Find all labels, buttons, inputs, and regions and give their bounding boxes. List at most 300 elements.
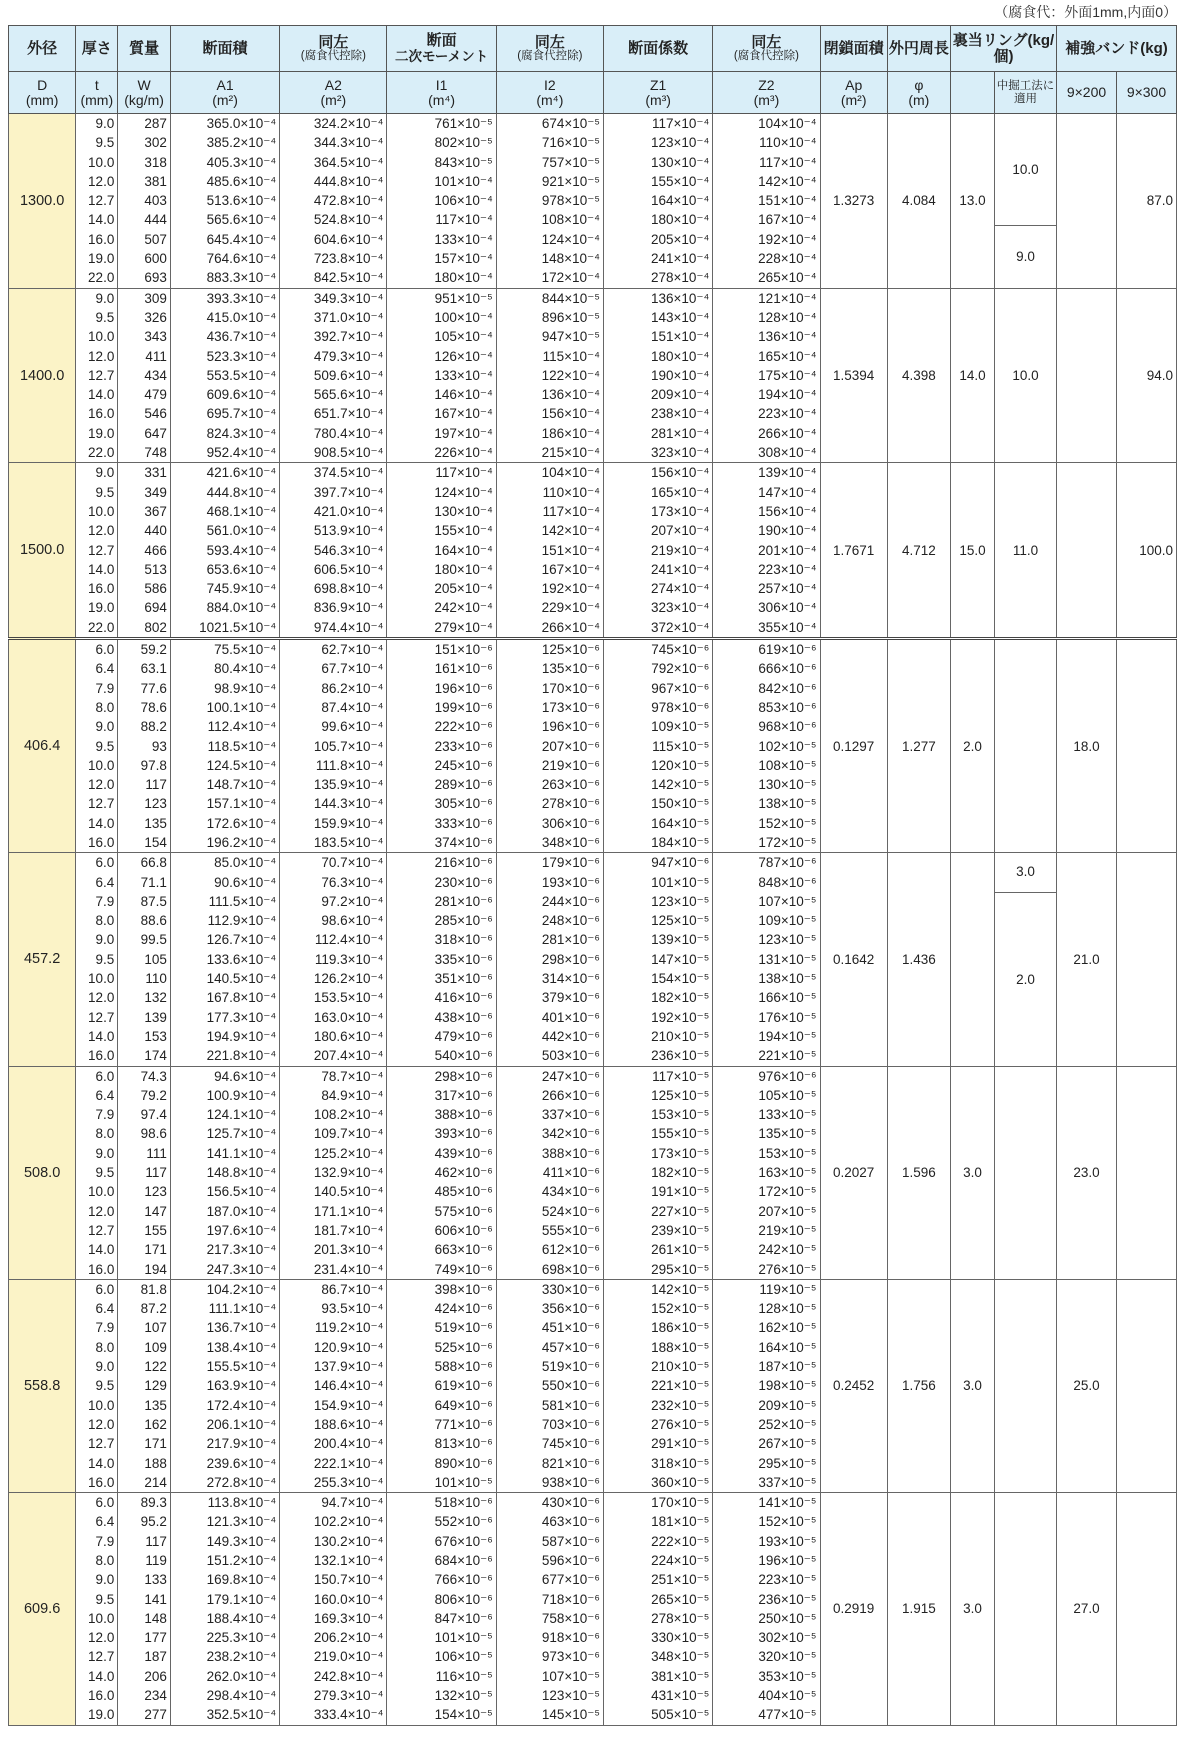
- area-a2-value: 231.4×10⁻⁴: [313, 1261, 384, 1277]
- backing-ring-sub-cell: [995, 853, 1057, 1066]
- moment-i1-value: 540×10⁻⁶: [434, 1048, 493, 1064]
- moment-i2-value: 973×10⁻⁶: [541, 1649, 600, 1665]
- modulus-z2-value: 193×10⁻⁵: [758, 1533, 817, 1549]
- area-a1-value: 695.7×10⁻⁴: [206, 406, 277, 422]
- modulus-z2-value: 976×10⁻⁶: [758, 1068, 817, 1084]
- mass-value: 171: [144, 1242, 167, 1258]
- modulus-z2-value: 121×10⁻⁴: [758, 290, 817, 306]
- thickness-value: 9.0: [95, 465, 115, 481]
- moment-i2-value: 108×10⁻⁴: [541, 212, 600, 228]
- moment-i2-value: 947×10⁻⁵: [541, 329, 600, 345]
- mass-value: 174: [144, 1048, 167, 1064]
- area-a2-value: 169.3×10⁻⁴: [313, 1610, 384, 1626]
- corrosion-note: （腐食代：外面1mm,内面0）: [994, 4, 1177, 20]
- moment-i1-value: 333×10⁻⁶: [434, 815, 493, 831]
- modulus-z2-value: 164×10⁻⁵: [758, 1339, 817, 1355]
- moment-i2-value: 247×10⁻⁶: [541, 1068, 600, 1084]
- moment-i2-value: 229×10⁻⁴: [541, 600, 600, 616]
- band-9x300-cell: 94.0: [1116, 288, 1176, 463]
- area-a2-value: 479.3×10⁻⁴: [313, 348, 384, 364]
- circumference-cell: 1.436: [887, 853, 950, 1066]
- moment-i1-value: 298×10⁻⁶: [434, 1068, 493, 1084]
- modulus-z1-value: 123×10⁻⁵: [651, 893, 710, 909]
- backing-ring-sub-cell: 10.0: [995, 288, 1057, 463]
- moment-i2-value: 442×10⁻⁶: [541, 1028, 600, 1044]
- area-a1-value: 352.5×10⁻⁴: [206, 1707, 277, 1723]
- band-9x200-cell: 23.0: [1057, 1066, 1117, 1279]
- moment-i2-value: 401×10⁻⁶: [541, 1009, 600, 1025]
- moment-i1-value: 126×10⁻⁴: [434, 348, 493, 364]
- thickness-value: 12.7: [88, 796, 115, 812]
- modulus-z2-value: 130×10⁻⁵: [758, 777, 817, 793]
- moment-i1-value: 351×10⁻⁶: [434, 971, 493, 987]
- area-a2-value: 159.9×10⁻⁴: [313, 815, 384, 831]
- thickness-value: 7.9: [95, 1320, 115, 1336]
- modulus-z2-value: 276×10⁻⁵: [758, 1261, 817, 1277]
- area-a2-value: 374.5×10⁻⁴: [313, 465, 384, 481]
- area-a2-value: 546.3×10⁻⁴: [313, 542, 384, 558]
- area-a1-value: 100.1×10⁻⁴: [206, 699, 277, 715]
- moment-i2-value: 451×10⁻⁶: [541, 1320, 600, 1336]
- moment-i2-cell: [496, 114, 603, 289]
- area-a1-value: 553.5×10⁻⁴: [206, 367, 277, 383]
- mass-value: 78.6: [140, 699, 167, 715]
- mass-value: 132: [144, 990, 167, 1006]
- symbol: A1: [216, 76, 234, 93]
- moment-i2-value: 716×10⁻⁵: [541, 135, 600, 151]
- ring-sub-header: 中掘工法に適用: [995, 72, 1057, 114]
- modulus-z1-value: 170×10⁻⁵: [651, 1495, 710, 1511]
- area-a2-value: 344.3×10⁻⁴: [313, 135, 384, 151]
- mass-value: 694: [144, 600, 167, 616]
- moment-i2-value: 844×10⁻⁵: [541, 290, 600, 306]
- area-a1-value: 609.6×10⁻⁴: [206, 387, 277, 403]
- moment-i2-value: 167×10⁻⁴: [541, 561, 600, 577]
- moment-i2-value: 896×10⁻⁵: [541, 309, 600, 325]
- closed-area-cell: 1.5394: [820, 288, 887, 463]
- modulus-z1-cell: [603, 639, 712, 853]
- area-a1-value: 124.5×10⁻⁴: [206, 757, 277, 773]
- moment-i2-value: 612×10⁻⁶: [541, 1242, 600, 1258]
- thickness-value: 9.5: [95, 135, 115, 151]
- band-9x200-cell: [1057, 288, 1117, 463]
- mass-value: 326: [144, 309, 167, 325]
- unit-cell: [603, 72, 712, 114]
- area-a2-value: 242.8×10⁻⁴: [313, 1668, 384, 1684]
- band-9x300-header: 9×300: [1116, 72, 1176, 114]
- area-a1-value: 884.0×10⁻⁴: [206, 600, 277, 616]
- area-a1-value: 365.0×10⁻⁴: [206, 116, 277, 131]
- moment-i1-cell: [387, 853, 496, 1066]
- modulus-z1-value: 239×10⁻⁵: [651, 1222, 710, 1238]
- mass-value: 187: [144, 1649, 167, 1665]
- area-a1-value: 111.1×10⁻⁴: [208, 1301, 277, 1317]
- modulus-z2-value: 110×10⁻⁴: [759, 135, 817, 151]
- thickness-value: 6.0: [95, 1068, 115, 1084]
- modulus-z1-value: 291×10⁻⁵: [651, 1436, 710, 1452]
- thickness-value: 8.0: [95, 1339, 115, 1355]
- area-a2-cell: [280, 463, 387, 639]
- thickness-value: 14.0: [88, 561, 115, 577]
- area-a2-value: 67.7×10⁻⁴: [321, 661, 384, 677]
- moment-i1-value: 416×10⁻⁶: [434, 990, 493, 1006]
- thickness-value: 12.7: [88, 1222, 115, 1238]
- mass-value: 600: [144, 251, 167, 267]
- header-circumference: 外円周長: [887, 26, 950, 72]
- modulus-z1-value: 281×10⁻⁴: [650, 425, 710, 441]
- area-a1-value: 157.1×10⁻⁴: [206, 796, 277, 812]
- backing-ring-cell: 3.0: [950, 1066, 994, 1279]
- modulus-z2-value: 172×10⁻⁵: [758, 835, 817, 850]
- area-a2-value: 87.4×10⁻⁴: [321, 699, 384, 715]
- thickness-value: 12.0: [88, 990, 115, 1006]
- modulus-z2-value: 257×10⁻⁴: [758, 581, 817, 597]
- moment-i1-value: 100×10⁻⁴: [434, 309, 493, 325]
- diameter-group-row: [9, 639, 1177, 853]
- unit-cell: [9, 72, 76, 114]
- diameter-group-row: [9, 1066, 1177, 1279]
- area-a2-value: 606.5×10⁻⁴: [313, 561, 384, 577]
- moment-i1-value: 233×10⁻⁶: [434, 738, 493, 754]
- modulus-z1-value: 180×10⁻⁴: [650, 212, 710, 228]
- unit: (m⁴): [428, 91, 456, 108]
- moment-i2-value: 125×10⁻⁶: [541, 642, 600, 658]
- mass-cell: [118, 463, 171, 639]
- unit: (m³): [753, 91, 780, 108]
- mass-value: 87.5: [140, 893, 167, 909]
- thickness-value: 10.0: [88, 329, 115, 345]
- area-a1-value: 393.3×10⁻⁴: [206, 290, 277, 306]
- closed-area-cell: 0.1642: [820, 853, 887, 1066]
- mass-value: 147: [144, 1203, 167, 1219]
- modulus-z1-value: 232×10⁻⁵: [651, 1397, 710, 1413]
- moment-i2-value: 122×10⁻⁴: [541, 367, 600, 383]
- modulus-z1-value: 372×10⁻⁴: [650, 619, 710, 635]
- thickness-value: 9.0: [95, 1572, 115, 1588]
- thickness-value: 12.0: [88, 1416, 115, 1432]
- unit: (m³): [645, 91, 671, 108]
- header-section-area-corr: [280, 26, 387, 72]
- area-a2-value: 111.8×10⁻⁴: [315, 757, 384, 773]
- area-a2-value: 135.9×10⁻⁴: [313, 777, 384, 793]
- moment-i2-value: 186×10⁻⁴: [541, 425, 600, 441]
- modulus-z2-value: 228×10⁻⁴: [758, 251, 817, 267]
- area-a1-value: 745.9×10⁻⁴: [206, 581, 277, 597]
- modulus-z2-cell: [713, 463, 820, 639]
- area-a2-cell: [280, 288, 387, 463]
- backing-ring-sub-cell: [995, 1279, 1057, 1492]
- moment-i2-value: 555×10⁻⁶: [541, 1222, 600, 1238]
- modulus-z2-value: 135×10⁻⁵: [758, 1126, 817, 1142]
- header-backing-ring: 裏当リング(kg/個): [950, 26, 1056, 72]
- modulus-z2-value: 223×10⁻⁴: [758, 406, 817, 422]
- moment-i1-value: 105×10⁻⁴: [434, 329, 493, 345]
- modulus-z1-value: 295×10⁻⁵: [651, 1261, 710, 1277]
- thickness-value: 7.9: [95, 680, 115, 696]
- moment-i2-value: 342×10⁻⁶: [541, 1126, 600, 1142]
- thickness-value: 14.0: [88, 212, 115, 228]
- modulus-z2-value: 265×10⁻⁴: [758, 270, 817, 286]
- area-a1-value: 136.7×10⁻⁴: [206, 1320, 277, 1336]
- thickness-value: 12.0: [88, 1630, 115, 1646]
- thickness-value: 16.0: [88, 406, 115, 422]
- area-a2-value: 180.6×10⁻⁴: [313, 1028, 384, 1044]
- moment-i1-value: 117×10⁻⁴: [435, 212, 493, 228]
- mass-value: 403: [144, 193, 167, 209]
- symbol: t: [94, 76, 99, 93]
- mass-value: 95.2: [140, 1514, 167, 1530]
- header-mass: 質量: [118, 26, 171, 72]
- moment-i2-value: 457×10⁻⁶: [541, 1339, 600, 1355]
- moment-i1-value: 485×10⁻⁶: [434, 1184, 493, 1200]
- area-a1-cell: [170, 1493, 279, 1726]
- unit-cell: [496, 72, 603, 114]
- area-a1-value: 485.6×10⁻⁴: [206, 173, 277, 189]
- modulus-z1-value: 947×10⁻⁶: [651, 855, 710, 871]
- thickness-value: 9.5: [95, 309, 115, 325]
- modulus-z2-value: 666×10⁻⁶: [758, 661, 817, 677]
- moment-i1-value: 196×10⁻⁶: [434, 680, 493, 696]
- area-a2-value: 222.1×10⁻⁴: [313, 1455, 384, 1471]
- area-a2-value: 132.1×10⁻⁴: [313, 1553, 384, 1568]
- moment-i1-value: 245×10⁻⁶: [434, 757, 493, 773]
- modulus-z1-value: 381×10⁻⁵: [651, 1668, 710, 1684]
- modulus-z1-value: 278×10⁻⁴: [650, 270, 710, 286]
- moment-i1-value: 197×10⁻⁴: [434, 425, 493, 441]
- thickness-value: 9.0: [95, 1145, 115, 1161]
- modulus-z2-cell: [713, 114, 820, 289]
- area-a1-value: 118.5×10⁻⁴: [207, 738, 277, 754]
- moment-i1-value: 180×10⁻⁴: [434, 270, 493, 286]
- area-a1-value: 468.1×10⁻⁴: [206, 503, 277, 519]
- thickness-value: 12.7: [88, 1436, 115, 1452]
- thickness-value: 16.0: [88, 581, 115, 597]
- unit: (m²): [320, 91, 347, 108]
- steel-pipe-spec-table: [8, 25, 1177, 1726]
- moment-i1-cell: [387, 114, 496, 289]
- modulus-z2-value: 131×10⁻⁵: [758, 951, 817, 967]
- modulus-z2-value: 207×10⁻⁵: [758, 1203, 817, 1219]
- thickness-cell: [76, 288, 118, 463]
- moment-i1-value: 199×10⁻⁶: [434, 699, 493, 715]
- modulus-z2-value: 105×10⁻⁵: [758, 1087, 817, 1103]
- thickness-value: 9.5: [95, 738, 115, 754]
- area-a2-value: 93.5×10⁻⁴: [321, 1301, 384, 1317]
- closed-area-cell: 0.2027: [820, 1066, 887, 1279]
- area-a1-value: 593.4×10⁻⁴: [206, 542, 277, 558]
- moment-i1-value: 164×10⁻⁴: [434, 542, 493, 558]
- moment-i2-value: 698×10⁻⁶: [541, 1261, 600, 1277]
- unit: (m²): [212, 91, 238, 108]
- area-a1-value: 239.6×10⁻⁴: [206, 1455, 277, 1471]
- closed-area-cell: 1.7671: [820, 463, 887, 639]
- ring-value-lower: 2.0: [1016, 971, 1035, 987]
- area-a1-value: 561.0×10⁻⁴: [206, 523, 277, 539]
- moment-i1-value: 281×10⁻⁶: [434, 893, 493, 909]
- header-section-area: 断面積: [170, 26, 279, 72]
- mass-value: 97.8: [140, 757, 167, 773]
- modulus-z2-value: 320×10⁻⁵: [758, 1649, 817, 1665]
- modulus-z2-value: 209×10⁻⁵: [758, 1397, 817, 1413]
- modulus-z2-value: 167×10⁻⁴: [758, 212, 817, 228]
- modulus-z1-value: 155×10⁻⁵: [651, 1126, 710, 1142]
- modulus-z1-value: 182×10⁻⁵: [651, 1165, 710, 1181]
- modulus-z2-cell: [713, 639, 820, 853]
- area-a2-value: 112.4×10⁻⁴: [314, 932, 384, 948]
- mass-value: 302: [144, 135, 167, 151]
- area-a2-value: 78.7×10⁻⁴: [321, 1068, 384, 1084]
- moment-i1-value: 802×10⁻⁵: [434, 135, 493, 151]
- modulus-z1-value: 205×10⁻⁴: [650, 231, 710, 247]
- area-a2-value: 119.3×10⁻⁴: [314, 951, 384, 967]
- mass-value: 748: [144, 445, 167, 461]
- table-header: [9, 26, 1177, 114]
- moment-i2-value: 193×10⁻⁶: [541, 874, 600, 890]
- area-a2-value: 98.6×10⁻⁴: [321, 913, 384, 929]
- thickness-value: 6.4: [95, 1514, 115, 1530]
- modulus-z1-value: 505×10⁻⁵: [651, 1707, 710, 1723]
- area-a1-value: 172.4×10⁻⁴: [206, 1397, 277, 1413]
- band-9x200-cell: 25.0: [1057, 1279, 1117, 1492]
- moment-i1-value: 180×10⁻⁴: [434, 561, 493, 577]
- moment-i2-value: 115×10⁻⁴: [542, 348, 600, 364]
- backing-ring-cell: 3.0: [950, 1279, 994, 1492]
- moment-i1-value: 335×10⁻⁶: [434, 951, 493, 967]
- moment-i1-value: 106×10⁻⁵: [434, 1649, 493, 1665]
- moment-i1-value: 318×10⁻⁶: [434, 932, 493, 948]
- moment-i1-value: 101×10⁻⁵: [434, 1474, 493, 1490]
- area-a2-value: 188.6×10⁻⁴: [313, 1416, 384, 1432]
- thickness-value: 9.0: [95, 116, 115, 131]
- thickness-cell: [76, 1493, 118, 1726]
- mass-value: 129: [144, 1378, 167, 1394]
- moment-i1-value: 749×10⁻⁶: [434, 1261, 493, 1277]
- area-a1-value: 133.6×10⁻⁴: [206, 951, 277, 967]
- thickness-value: 6.0: [95, 855, 115, 871]
- band-9x300-cell: [1116, 1279, 1176, 1492]
- modulus-z2-value: 619×10⁻⁶: [758, 642, 817, 658]
- ring-value-lower: 9.0: [1016, 249, 1035, 265]
- thickness-value: 9.5: [95, 1378, 115, 1394]
- moment-i2-value: 142×10⁻⁴: [541, 523, 600, 539]
- modulus-z2-value: 848×10⁻⁶: [758, 874, 817, 890]
- moment-i2-value: 219×10⁻⁶: [541, 757, 600, 773]
- mass-value: 309: [144, 290, 167, 306]
- symbol: Ap: [845, 76, 863, 93]
- mass-value: 318: [144, 154, 167, 170]
- area-a2-value: 255.3×10⁻⁴: [313, 1474, 384, 1490]
- modulus-z2-value: 139×10⁻⁴: [758, 465, 817, 481]
- modulus-z2-value: 163×10⁻⁵: [758, 1165, 817, 1181]
- area-a2-value: 86.7×10⁻⁴: [321, 1281, 384, 1297]
- mass-value: 188: [144, 1455, 167, 1471]
- area-a2-value: 509.6×10⁻⁴: [313, 367, 384, 383]
- area-a2-value: 780.4×10⁻⁴: [313, 425, 384, 441]
- moment-i1-value: 479×10⁻⁶: [434, 1028, 493, 1044]
- modulus-z1-cell: [603, 1279, 712, 1492]
- mass-value: 123: [144, 1184, 167, 1200]
- moment-i1-value: 132×10⁻⁵: [434, 1688, 493, 1704]
- symbol: I1: [435, 76, 448, 93]
- modulus-z2-value: 133×10⁻⁵: [758, 1107, 817, 1123]
- modulus-z2-value: 302×10⁻⁵: [758, 1630, 817, 1646]
- mass-value: 466: [144, 542, 167, 558]
- backing-ring-cell: 14.0: [950, 288, 994, 463]
- thickness-value: 6.0: [95, 1281, 115, 1297]
- circumference-cell: 4.398: [887, 288, 950, 463]
- modulus-z1-value: 236×10⁻⁵: [651, 1048, 710, 1064]
- moment-i2-value: 278×10⁻⁶: [541, 796, 600, 812]
- area-a2-value: 76.3×10⁻⁴: [321, 874, 384, 890]
- modulus-z2-value: 219×10⁻⁵: [758, 1222, 817, 1238]
- thickness-cell: [76, 1279, 118, 1492]
- unit: (mm): [25, 91, 59, 108]
- area-a1-value: 80.4×10⁻⁴: [214, 661, 277, 677]
- modulus-z2-value: 162×10⁻⁵: [758, 1320, 817, 1336]
- mass-value: 107: [144, 1320, 167, 1336]
- modulus-z1-value: 348×10⁻⁵: [651, 1649, 710, 1665]
- modulus-z1-value: 745×10⁻⁶: [651, 642, 710, 658]
- thickness-value: 9.0: [95, 290, 115, 306]
- area-a2-value: 200.4×10⁻⁴: [313, 1436, 384, 1452]
- modulus-z2-cell: [713, 1066, 820, 1279]
- moment-i1-value: 106×10⁻⁴: [434, 193, 493, 209]
- moment-i2-cell: [496, 1493, 603, 1726]
- band-9x300-cell: 100.0: [1116, 463, 1176, 639]
- modulus-z2-value: 306×10⁻⁴: [758, 600, 817, 616]
- outer-diameter-cell: 1400.0: [9, 288, 76, 463]
- area-a2-value: 105.7×10⁻⁴: [313, 738, 384, 754]
- area-a1-value: 167.8×10⁻⁴: [206, 990, 277, 1006]
- moment-i2-value: 596×10⁻⁶: [541, 1553, 600, 1568]
- area-a2-cell: [280, 1493, 387, 1726]
- outer-diameter-cell: 508.0: [9, 1066, 76, 1279]
- modulus-z2-value: 128×10⁻⁴: [758, 309, 817, 325]
- area-a1-value: 197.6×10⁻⁴: [206, 1222, 277, 1238]
- modulus-z1-value: 238×10⁻⁴: [650, 406, 710, 422]
- thickness-value: 14.0: [88, 1668, 115, 1684]
- unit-cell: [387, 72, 496, 114]
- modulus-z2-value: 355×10⁻⁴: [758, 619, 817, 635]
- moment-i1-cell: [387, 463, 496, 639]
- moment-i2-value: 136×10⁻⁴: [541, 387, 600, 403]
- area-a2-value: 333.4×10⁻⁴: [313, 1707, 384, 1723]
- band-9x200-cell: 27.0: [1057, 1493, 1117, 1726]
- area-a2-cell: [280, 1279, 387, 1492]
- mass-value: 117: [145, 1533, 167, 1549]
- mass-value: 546: [144, 406, 167, 422]
- area-a2-value: 183.5×10⁻⁴: [313, 835, 384, 850]
- mass-value: 98.6: [140, 1126, 167, 1142]
- modulus-z2-value: 308×10⁻⁴: [758, 445, 817, 461]
- area-a1-value: 272.8×10⁻⁴: [206, 1474, 277, 1490]
- moment-i2-value: 156×10⁻⁴: [541, 406, 600, 422]
- modulus-z2-value: 353×10⁻⁵: [758, 1668, 817, 1684]
- thickness-value: 6.4: [95, 1087, 115, 1103]
- moment-i2-value: 314×10⁻⁶: [541, 971, 600, 987]
- unit: (kg/m): [124, 91, 164, 108]
- moment-i1-value: 588×10⁻⁶: [434, 1359, 493, 1375]
- thickness-value: 12.7: [88, 367, 115, 383]
- mass-value: 110: [145, 971, 167, 987]
- area-a2-value: 94.7×10⁻⁴: [321, 1495, 384, 1511]
- area-a1-value: 952.4×10⁻⁴: [206, 445, 277, 461]
- band-9x300-cell: [1116, 1493, 1176, 1726]
- mass-value: 206: [144, 1668, 167, 1684]
- moment-i2-value: 503×10⁻⁶: [541, 1048, 600, 1064]
- symbol: φ: [914, 76, 924, 93]
- moment-i1-value: 806×10⁻⁶: [434, 1591, 493, 1607]
